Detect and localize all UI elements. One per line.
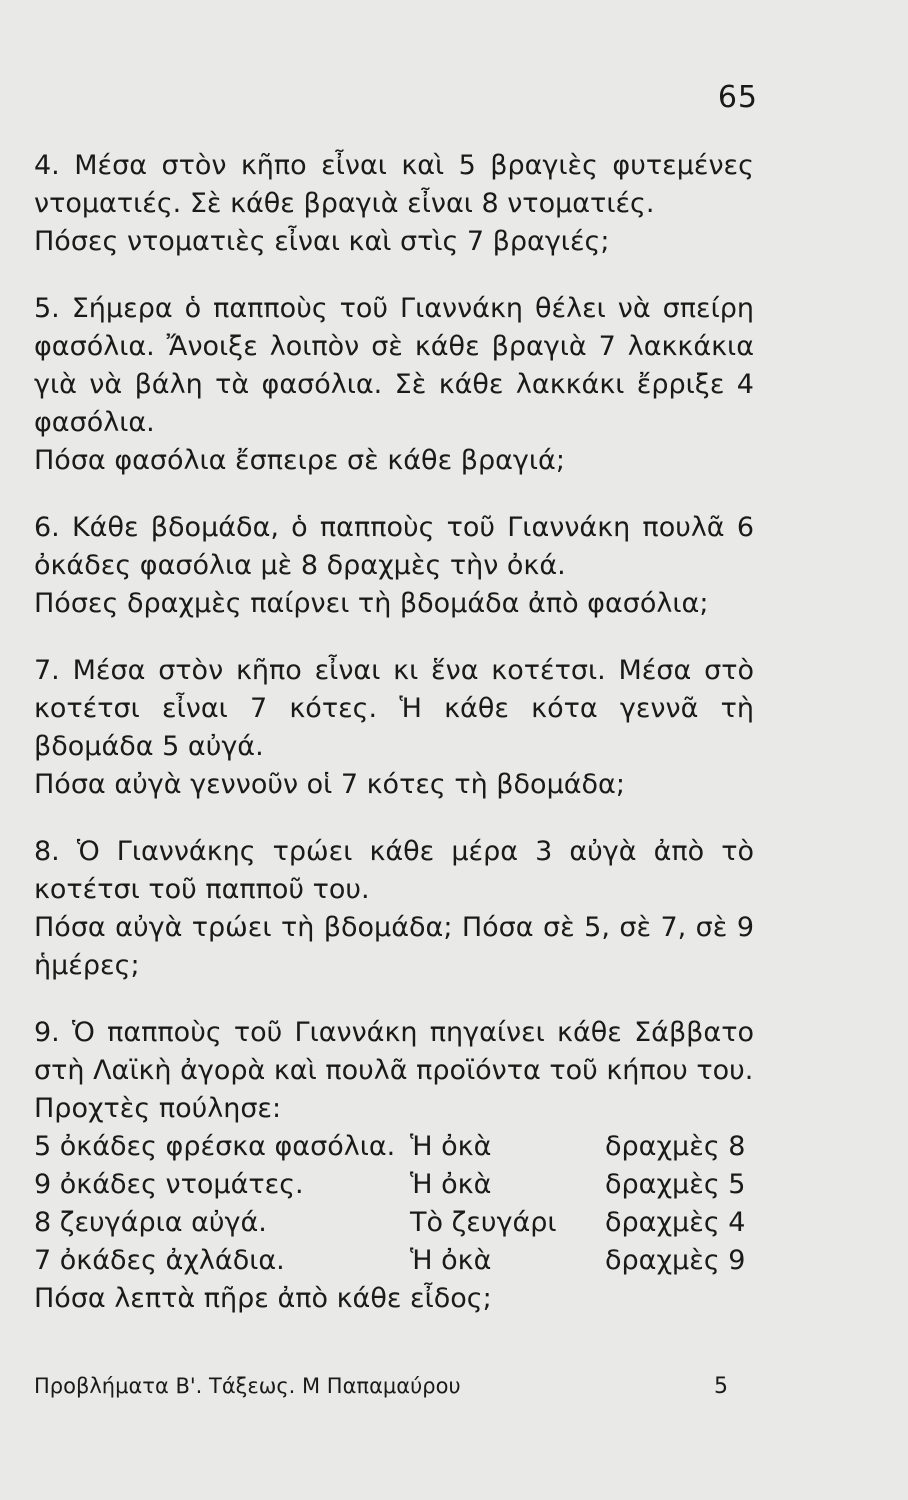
table-row xyxy=(34,1242,754,1280)
problem-text: 6. Κάθε βδομάδα, ὁ παπποὺς τοῦ Γιαννάκη πουλᾶ 6 ὀκάδες φασόλια μὲ 8 δραχμὲς τὴν ὀκά. xyxy=(34,512,754,581)
problem-6 xyxy=(34,509,754,623)
item-cell: 8 ζευγάρια αὐγά. xyxy=(34,1207,267,1238)
problem-text: 5. Σήμερα ὁ παπποὺς τοῦ Γιαννάκη θέλει νὰ σπείρη φασόλια. Ἄνοιξε λοιπὸν σὲ κάθε βραγιὰ 7 λακκάκια γιὰ νὰ βάλη τὰ φασόλια. Σὲ κάθε λακκάκι ἔρριξε 4 φασόλια. xyxy=(34,293,754,438)
problem-8 xyxy=(34,833,754,985)
unit-cell: Ἡ ὀκὰ xyxy=(410,1245,492,1276)
problem-question: Πόσα φασόλια ἔσπειρε σὲ κάθε βραγιά; xyxy=(34,445,565,476)
problem-question: Πόσα αὐγὰ τρώει τὴ βδομάδα; Πόσα σὲ 5, σὲ 7, σὲ 9 ἡμέρες; xyxy=(34,912,754,981)
problem-5 xyxy=(34,290,754,480)
problem-text: 8. Ὁ Γιαννάκης τρώει κάθε μέρα 3 αὐγὰ ἀπὸ τὸ κοτέτσι τοῦ παπποῦ του. xyxy=(34,836,754,905)
problem-text: 9. Ὁ παπποὺς τοῦ Γιαννάκη πηγαίνει κάθε Σάββατο στὴ Λαϊκὴ ἀγορὰ καὶ πουλᾶ προϊόντα τοῦ κήπου του. xyxy=(34,1017,754,1086)
problem-9 xyxy=(34,1014,754,1318)
item-cell: 9 ὀκάδες ντομάτες. xyxy=(34,1169,304,1200)
table-row xyxy=(34,1204,754,1242)
problem-question: Πόσες ντοματιὲς εἶναι καὶ στὶς 7 βραγιές; xyxy=(34,226,610,257)
signature-mark: 5 xyxy=(714,1374,728,1399)
sold-label: Προχτὲς πούλησε: xyxy=(34,1093,282,1124)
problem-question: Πόσα αὐγὰ γεννοῦν οἱ 7 κότες τὴ βδομάδα; xyxy=(34,769,625,800)
price-cell: δραχμὲς 5 xyxy=(605,1169,746,1200)
unit-cell: Ἡ ὀκὰ xyxy=(410,1169,492,1200)
item-cell: 7 ὀκάδες ἀχλάδια. xyxy=(34,1245,285,1276)
price-cell: δραχμὲς 8 xyxy=(605,1131,746,1162)
problem-question: Πόσα λεπτὰ πῆρε ἀπὸ κάθε εἶδος; xyxy=(34,1283,492,1314)
problem-7 xyxy=(34,652,754,804)
price-cell: δραχμὲς 9 xyxy=(605,1245,746,1276)
problems-content xyxy=(34,147,754,1347)
unit-cell: Τὸ ζευγάρι xyxy=(410,1207,557,1238)
price-cell: δραχμὲς 4 xyxy=(605,1207,746,1238)
problem-text: 7. Μέσα στὸν κῆπο εἶναι κι ἕνα κοτέτσι. Μέσα στὸ κοτέτσι εἶναι 7 κότες. Ἡ κάθε κότα γεννᾶ τὴ βδομάδα 5 αὐγά. xyxy=(34,655,754,762)
table-row xyxy=(34,1128,754,1166)
table-row xyxy=(34,1166,754,1204)
price-table xyxy=(34,1128,754,1280)
item-cell: 5 ὀκάδες φρέσκα φασόλια. xyxy=(34,1131,396,1162)
problem-text: 4. Μέσα στὸν κῆπο εἶναι καὶ 5 βραγιὲς φυτεμένες ντοματιές. Σὲ κάθε βραγιὰ εἶναι 8 ντοματιές. xyxy=(34,150,754,219)
unit-cell: Ἡ ὀκὰ xyxy=(410,1131,492,1162)
problem-4 xyxy=(34,147,754,261)
footer-title: Προβλήματα Β'. Τάξεως. Μ Παπαμαύρου xyxy=(34,1374,461,1398)
page-number: 65 xyxy=(717,80,758,115)
problem-question: Πόσες δραχμὲς παίρνει τὴ βδομάδα ἀπὸ φασόλια; xyxy=(34,588,709,619)
